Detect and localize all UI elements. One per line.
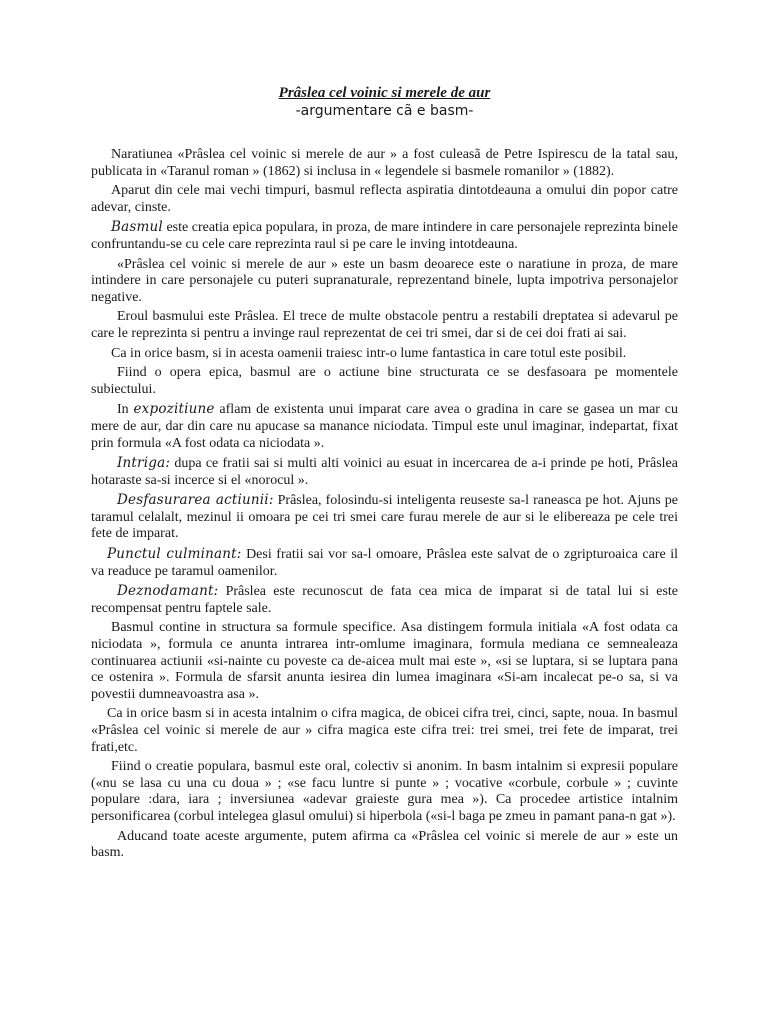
paragraph: Aparut din cele mai vechi timpuri, basmul reflecta aspiratia dintotdeauna a omului din popor catre adevar, cinste. [91,183,678,215]
paragraph: Aducand toate aceste argumente, putem afirma ca «Prâslea cel voinic si merele de aur » este un basm. [91,828,678,861]
paragraph: Basmul contine in structura sa formule specifice. Asa distingem formula initiala «A fost odata ca niciodata », formula ce anunta intrarea intr-omlume imaginara, formula mediana ce semnealeaza continuarea actiunii «si-nainte cu poveste ca de-aicea mult mai este », «si se luptara, si se luptara pana ce ostenira ». Formula de sfarsit anunta iesirea din lumea imaginara «Si-am incalecat pe-o sa, si va povestii dumneavoastra asa ». [91,620,678,702]
paragraph: Fiind o creatie populara, basmul este oral, colectiv si anonim. In basm intalnim si expresii populare («nu se lasa cu una cu doua » ; «se facu luntre si punte » ; vocative «corbule, corbule » ; cuvinte populare :dara, iara ; inversiunea «adevar graieste gura mea »). Ca procedee artistice intalnim personificarea (corbul intelegea glasul omului) si hiperbola («si-l baga pe zmeu in pamant pana-n gat »). [91,759,678,824]
paragraph: Intriga: dupa ce fratii sai si multi alti voinici au esuat in incercarea de a-i prinde pe hoti, Prâslea hotaraste sa-si incerce si el «norocul ». [91,455,678,488]
term-punctul-culminant: Punctul culminant: [107,546,242,563]
term-basmul: Basmul [111,219,163,236]
paragraph: Naratiunea «Prâslea cel voinic si merele de aur » a fost culeasã de Petre Ispirescu de la tatal sau, publicata in «Taranul roman » (1862) si inclusa in « legendele si basmele romanilor » (1882). [91,147,678,179]
document-title: Prâslea cel voinic si merele de aur [278,85,491,101]
paragraph: Eroul basmului este Prâslea. El trece de multe obstacole pentru a restabili dreptatea si adevarul pe care le reprezinta si pentru a invinge raul reprezentat de cei tri smei, dar si de cei doi frati ai sai. [91,309,678,341]
paragraph: Ca in orice basm, si in acesta oamenii traiesc intr-o lume fantastica in care totul este posibil. [111,345,627,361]
paragraph: Deznodamant: Prâslea este recunoscut de fata cea mica de imparat si de tatal lui si este recompensat pentru faptele sale. [91,583,678,616]
document-body [91,147,678,862]
paragraph: Punctul culminant: Desi fratii sai vor sa-l omoare, Prâslea este salvat de o zgripturoaica care il va readuce pe taramul oamenilor. [91,546,678,579]
paragraph: Desfasurarea actiunii: Prâslea, folosindu-si inteligenta reuseste sa-l raneasca pe hot. Ajuns pe taramul celalalt, mezinul ii omoara pe cei tri smei care furau merele de aur si le elibereaza pe cele trei fete de imparat. [91,492,678,542]
paragraph: Ca in orice basm si in acesta intalnim o cifra magica, de obicei cifra trei, cinci, sapte, noua. In basmul «Prâslea cel voinic si merele de aur » cifra magica este cifra trei: trei smei, trei fete de imparat, trei frati,etc. [91,706,678,755]
term-expozitiune: expozitiune [133,401,215,418]
paragraph: Fiind o opera epica, basmul are o actiune bine structurata ce se desfasoara pe momentele subiectului. [91,365,678,397]
paragraph: Basmul este creatia epica populara, in proza, de mare intindere in care personajele reprezinta binele confruntandu-se cu cele care reprezinta raul si pe care le inving intotdeauna. [91,219,678,252]
paragraph: «Prâslea cel voinic si merele de aur » este un basm deoarece este o naratiune in proza, de mare intindere in care personajele cu puteri supranaturale, reprezentand binele, lupta impotriva personajelor negative. [91,256,678,305]
document-subtitle: -argumentare cã e basm- [295,103,474,119]
term-desfasurarea-actiunii: Desfasurarea actiunii: [117,492,274,509]
term-intriga: Intriga: [117,455,171,472]
term-deznodamant: Deznodamant: [117,583,219,600]
paragraph: In expozitiune aflam de existenta unui imparat care avea o gradina in care se gasea un mar cu mere de aur, dar din care nu apucase sa manance niciodata. Timpul este unul imaginar, indepartat, fixat prin formula «A fost odata ca niciodata ». [91,401,678,451]
